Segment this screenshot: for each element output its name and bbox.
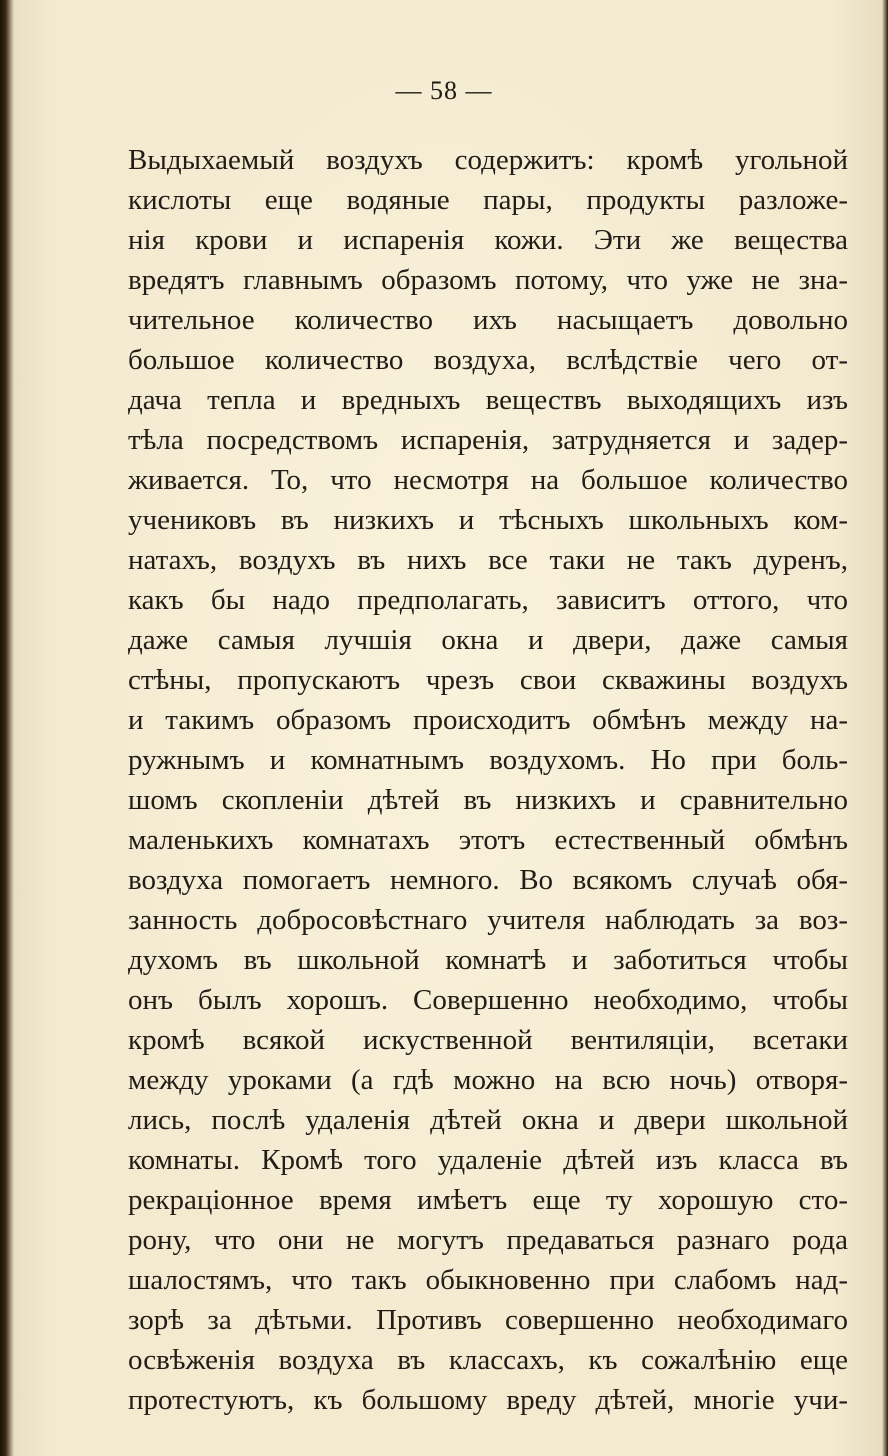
text-line: комнаты. Кромѣ того удаленіе дѣтей изъ класса въ <box>128 1144 848 1176</box>
text-line: шалостямъ, что такъ обыкновенно при слабомъ над- <box>128 1264 848 1296</box>
text-line: нія крови и испаренія кожи. Эти же вещества <box>128 224 848 256</box>
text-line: кислоты еще водяные пары, продукты разложе- <box>128 184 848 216</box>
text-line: духомъ въ школьной комнатѣ и заботиться чтобы <box>128 944 848 976</box>
text-line: занность добросовѣстнаго учителя наблюдать за воз- <box>128 904 848 936</box>
text-line: маленькихъ комнатахъ этотъ естественный обмѣнъ <box>128 824 848 856</box>
text-line: между уроками (а гдѣ можно на всю ночь) отворя- <box>128 1064 848 1096</box>
text-line: большое количество воздуха, вслѣдствіе чего от- <box>128 344 848 376</box>
text-line: живается. То, что несмотря на большое количество <box>128 464 848 496</box>
text-line: учениковъ въ низкихъ и тѣсныхъ школьныхъ ком- <box>128 504 848 536</box>
text-line: лись, послѣ удаленія дѣтей окна и двери школьной <box>128 1104 848 1136</box>
body-text <box>128 140 848 1420</box>
text-line: натахъ, воздухъ въ нихъ все таки не такъ дуренъ, <box>128 544 848 576</box>
text-line: даже самыя лучшія окна и двери, даже самыя <box>128 624 848 656</box>
text-line: стѣны, пропускаютъ чрезъ свои скважины воздухъ <box>128 664 848 696</box>
text-line: ружнымъ и комнатнымъ воздухомъ. Но при боль- <box>128 744 848 776</box>
text-line: какъ бы надо предполагать, зависитъ оттого, что <box>128 584 848 616</box>
text-line: рону, что они не могутъ предаваться разнаго рода <box>128 1224 848 1256</box>
text-line: дача тепла и вредныхъ веществъ выходящихъ изъ <box>128 384 848 416</box>
page-left-edge-shadow <box>0 0 14 1456</box>
text-line: Выдыхаемый воздухъ содержитъ: кромѣ угольной <box>128 144 848 176</box>
page-right-edge-shadow <box>882 0 888 1456</box>
text-line: шомъ скопленіи дѣтей въ низкихъ и сравнительно <box>128 784 848 816</box>
text-line: зорѣ за дѣтьми. Противъ совершенно необходимаго <box>128 1304 848 1336</box>
text-line: освѣженія воздуха въ классахъ, къ сожалѣнію еще <box>128 1344 848 1376</box>
text-line: рекраціонное время имѣетъ еще ту хорошую сто- <box>128 1184 848 1216</box>
text-line: тѣла посредствомъ испаренія, затрудняется и задер- <box>128 424 848 456</box>
text-line: чительное количество ихъ насыщаетъ довольно <box>128 304 848 336</box>
text-line: вредятъ главнымъ образомъ потому, что уже не зна- <box>128 264 848 296</box>
text-line: протестуютъ, къ большому вреду дѣтей, многіе учи- <box>128 1384 848 1416</box>
text-line: кромѣ всякой искуственной вентиляціи, всетаки <box>128 1024 848 1056</box>
text-line: онъ былъ хорошъ. Совершенно необходимо, чтобы <box>128 984 848 1016</box>
page-number: — 58 — <box>395 76 493 105</box>
text-line: воздуха помогаетъ немного. Во всякомъ случаѣ обя- <box>128 864 848 896</box>
text-line: и такимъ образомъ происходитъ обмѣнъ между на- <box>128 704 848 736</box>
